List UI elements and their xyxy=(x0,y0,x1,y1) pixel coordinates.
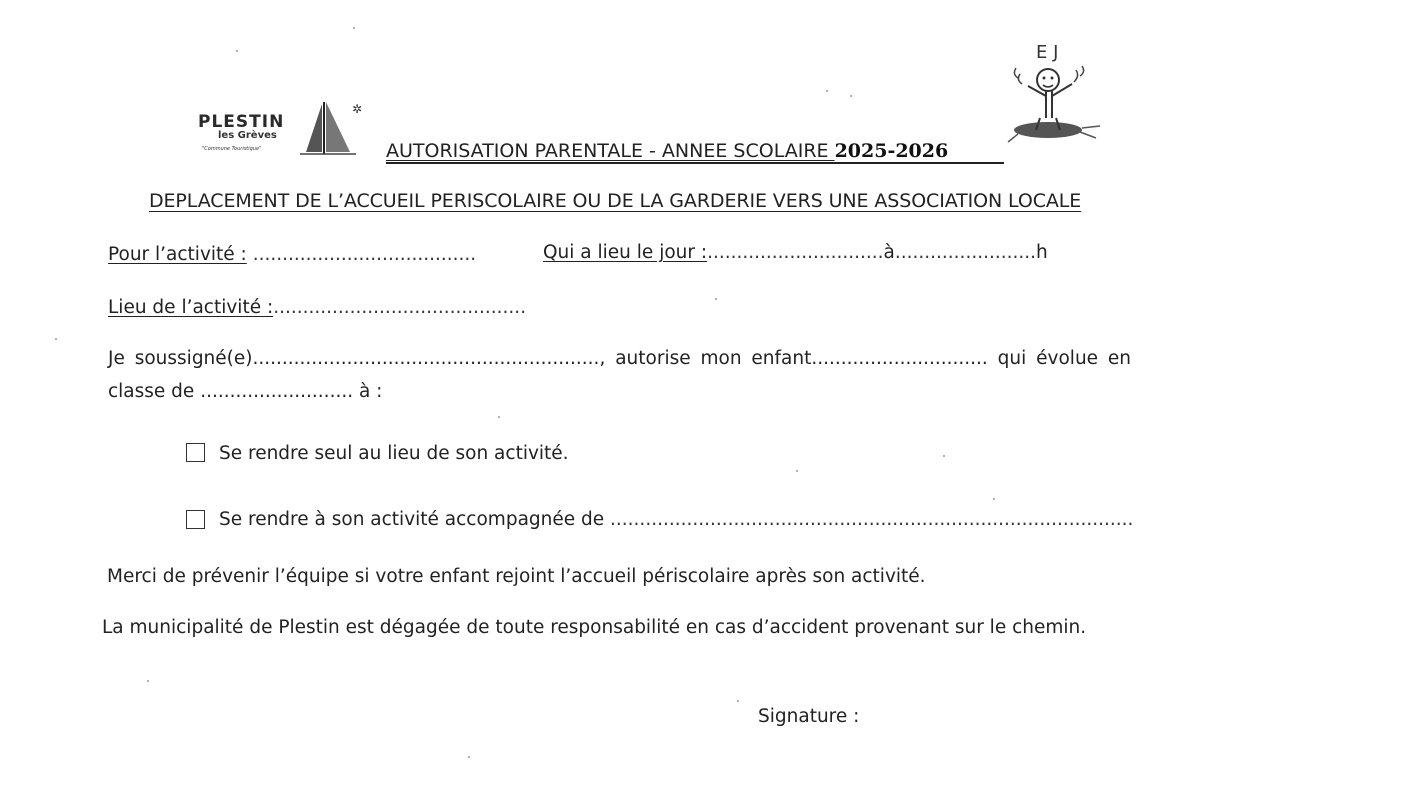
notice-responsibility: La municipalité de Plestin est dégagée de toute responsabilité en cas d’accident provenant sur le chemin. xyxy=(102,617,1087,638)
activity-field[interactable]: ...................................... xyxy=(252,244,477,265)
scan-speck xyxy=(468,756,470,758)
scan-speck xyxy=(236,50,238,52)
scan-speck xyxy=(715,298,717,300)
option-accompanied-checkbox[interactable] xyxy=(186,510,205,529)
hour-unit: h xyxy=(1036,242,1048,263)
scan-speck xyxy=(147,680,149,682)
scan-speck xyxy=(826,90,828,92)
activity-row xyxy=(108,244,476,265)
compass-icon: ✲ xyxy=(352,102,363,116)
day-label: Qui a lieu le jour : xyxy=(543,242,708,263)
scan-speck xyxy=(943,455,945,457)
sailboat-icon xyxy=(300,100,356,156)
scan-speck xyxy=(993,498,995,500)
class-line[interactable]: classe de .......................... à : xyxy=(108,381,383,402)
scan-speck xyxy=(55,338,57,340)
logo-motto: "Commune Touristique" xyxy=(202,146,262,152)
title-text: AUTORISATION PARENTALE - ANNEE SCOLAIRE xyxy=(386,140,835,162)
signature-label[interactable]: Signature : xyxy=(758,706,860,727)
school-year: 2025-2026 xyxy=(834,140,949,162)
day-row xyxy=(543,242,1048,263)
scan-speck xyxy=(796,470,798,472)
option-alone-label: Se rendre seul au lieu de son activité. xyxy=(219,443,569,464)
cartoon-child-icon xyxy=(1000,38,1110,158)
undersigned-line[interactable]: Je soussigné(e)..........................................................., autorise mon enfant.............................. qui évolue en xyxy=(108,348,1132,369)
logo-name: PLESTIN xyxy=(198,112,285,132)
at-label: à xyxy=(883,242,895,263)
scan-speck xyxy=(850,95,852,97)
option-accompanied-label: Se rendre à son activité accompagnée de xyxy=(219,509,605,530)
activity-label: Pour l’activité : xyxy=(108,244,247,265)
place-label: Lieu de l’activité : xyxy=(108,297,274,318)
ej-logo xyxy=(1000,38,1110,158)
scan-speck xyxy=(353,27,355,29)
logo-letters: E J xyxy=(1036,42,1059,63)
companion-field[interactable]: ......................................................................................... xyxy=(610,509,1134,530)
hour-field[interactable]: ........................ xyxy=(894,242,1037,263)
option-accompanied-row xyxy=(219,509,1133,530)
plestin-logo xyxy=(190,100,380,162)
place-row xyxy=(108,297,526,318)
place-field[interactable]: ........................................... xyxy=(273,297,527,318)
document-subtitle: DEPLACEMENT DE L’ACCUEIL PERISCOLAIRE OU DE LA GARDERIE VERS UNE ASSOCIATION LOCALE xyxy=(149,190,1082,212)
logo-subtitle: les Grèves xyxy=(218,130,277,141)
day-field[interactable]: .............................. xyxy=(707,242,884,263)
scan-speck xyxy=(498,416,500,418)
scan-speck xyxy=(737,700,739,702)
option-alone-checkbox[interactable] xyxy=(186,443,205,462)
title-underline xyxy=(386,162,1004,164)
notice-periscolaire: Merci de prévenir l’équipe si votre enfant rejoint l’accueil périscolaire après son activité. xyxy=(107,566,926,587)
document-title xyxy=(386,140,948,162)
